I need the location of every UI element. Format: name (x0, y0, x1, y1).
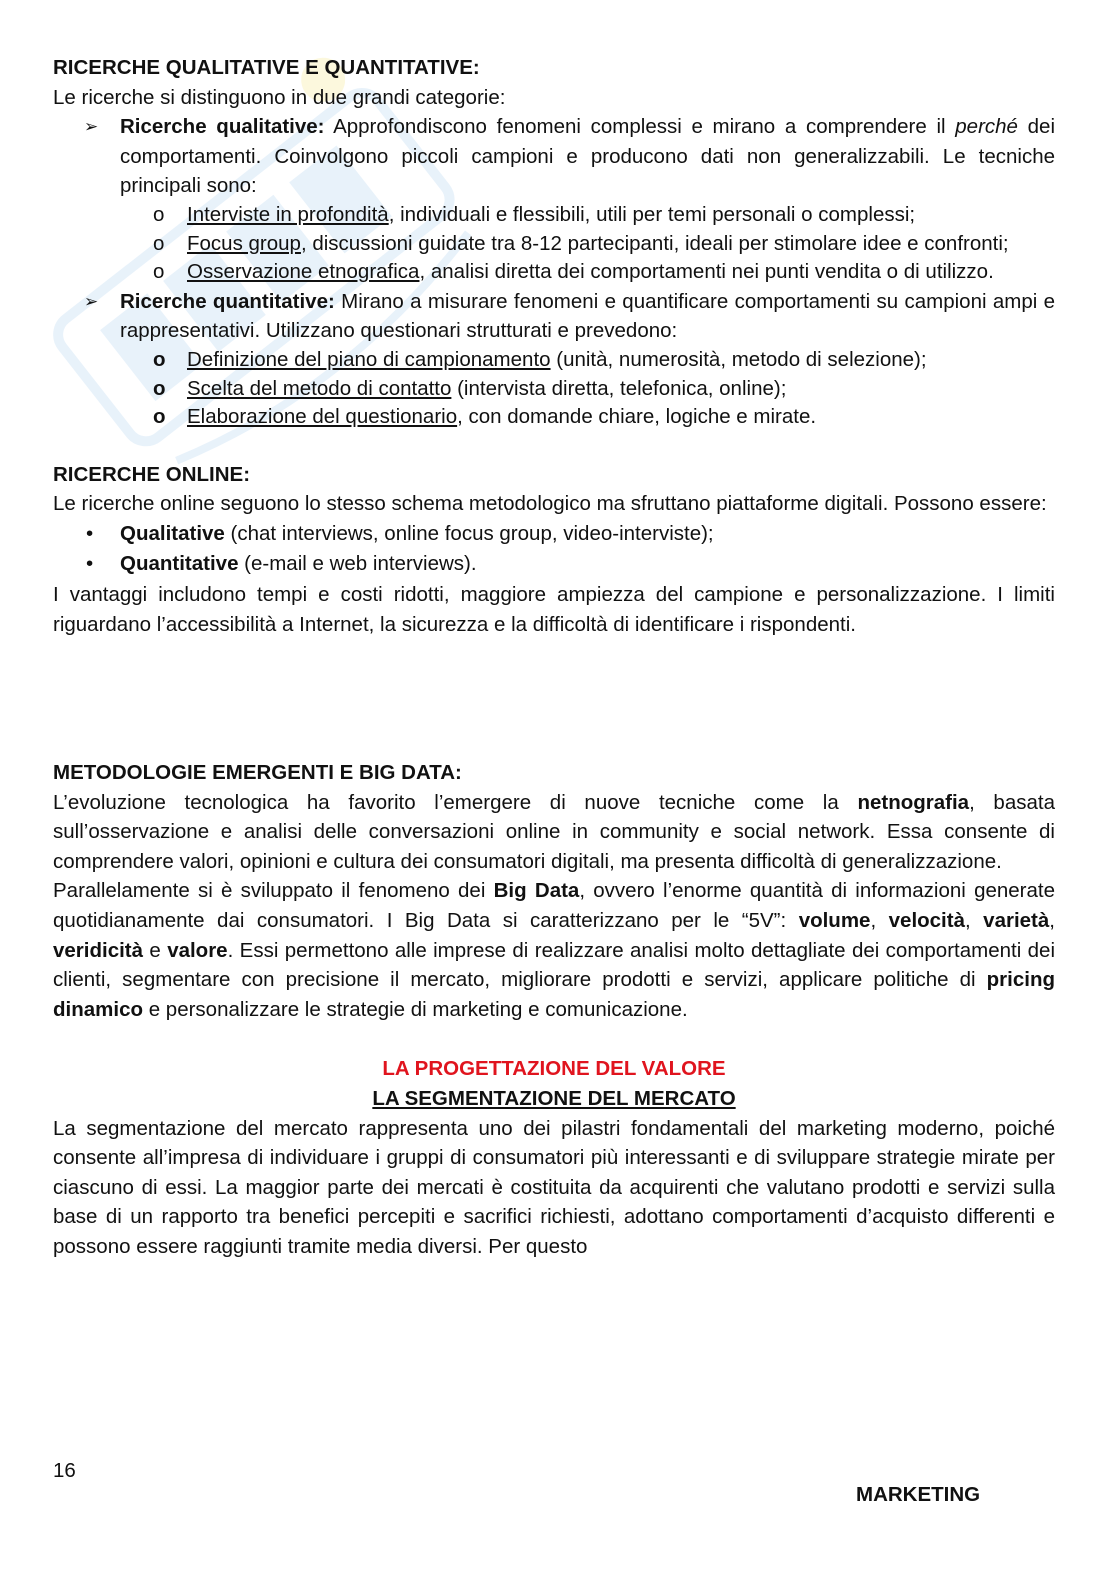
circle-bullet-icon: o (153, 347, 166, 371)
qualitative-techniques-list (53, 201, 1055, 287)
item-emphasis: perché (955, 115, 1018, 139)
footer-title: MARKETING (856, 1483, 981, 1506)
paragraph-segmentazione: La segmentazione del mercato rappresenta uno dei pilastri fondamentali del marketing moderno, poiché consente all’impresa di individuare i gruppi di consumatori più interessanti e di sviluppare strategie mirate per ciascuno di essi. La maggior parte dei mercati è costituita da acquirenti che valutano prodotti e servizi sulla base di un rapporto tra benefici percepiti e sacrifici richiesti, adottano comportamenti d’acquisto differenti e possono essere raggiunti tramite media diversi. Per questo (53, 1116, 1055, 1258)
paragraph-netnografia (53, 788, 1055, 877)
list-item-qualitative (53, 112, 1055, 201)
bold-term: Big Data (493, 879, 580, 903)
page-number: 16 (53, 1459, 76, 1482)
text-run: e (143, 938, 168, 962)
item-link-text: Elaborazione del questionario (187, 405, 458, 429)
circle-bullet-icon: o (153, 202, 165, 226)
section-heading-online: RICERCHE ONLINE: (53, 462, 251, 486)
dot-bullet-icon: • (86, 521, 94, 545)
item-text: , analisi diretta dei comportamenti nei punti vendita o di utilizzo. (419, 260, 994, 284)
text-run: L’evoluzione tecnologica ha favorito l’emergere di nuove tecniche come la (53, 790, 858, 814)
chapter-title: LA PROGETTAZIONE DEL VALORE (382, 1057, 726, 1081)
item-link-text: Scelta del metodo di contatto (187, 376, 452, 400)
text-run: , basata sull’osservazione e analisi delle conversazioni online in community e social network. Essa consente di comprendere valori, opinioni e cultura dei consumatori digitali, ma presenta difficoltà di generalizzazione. (53, 790, 1055, 873)
online-research-list (53, 519, 1055, 580)
circle-bullet-icon: o (153, 231, 165, 255)
list-item-quantitative (53, 287, 1055, 346)
list-item (53, 201, 1055, 230)
list-item (53, 258, 1055, 287)
chapter-subtitle: LA SEGMENTAZIONE DEL MERCATO (372, 1087, 736, 1111)
text-run: . Essi permettono alle imprese di realizzare analisi molto dettagliate dei comportamenti dei clienti, segmentare con precisione il mercato, migliorare prodotti e servizi, applicare politiche di (53, 938, 1055, 992)
item-text: , individuali e flessibili, utili per temi personali o complessi; (388, 202, 916, 226)
circle-bullet-icon: o (153, 376, 166, 400)
paragraph-big-data (53, 876, 1055, 1024)
item-text: , con domande chiare, logiche e mirate. (457, 405, 817, 429)
item-text: dei comportamenti. Coinvolgono piccoli campioni e producono dati non generalizzabili. Le tecniche principali sono: (120, 115, 1055, 198)
item-label: Ricerche quantitative: (120, 289, 335, 313)
item-text: (chat interviews, online focus group, video-interviste); (224, 521, 714, 545)
section-intro: Le ricerche online seguono lo stesso schema metodologico ma sfruttano piattaforme digitali. Possono essere: (53, 492, 1047, 516)
text-run: e personalizzare le strategie di marketing e comunicazione. (143, 997, 688, 1021)
item-text: (intervista diretta, telefonica, online); (451, 376, 787, 400)
dot-bullet-icon: • (86, 552, 94, 576)
item-text: (unità, numerosità, metodo di selezione); (550, 347, 927, 371)
circle-bullet-icon: o (153, 260, 165, 284)
bold-term: netnografia (857, 790, 970, 814)
bold-term: volume (798, 909, 871, 933)
research-types-list (53, 112, 1055, 201)
section-outro: I vantaggi includono tempi e costi ridotti, maggiore ampiezza del campione e personalizzazione. I limiti riguardano l’accessibilità a Internet, la sicurezza e la difficoltà di identificare i rispondenti. (53, 582, 1055, 636)
bold-term: veridicità (53, 938, 144, 962)
item-text: , discussioni guidate tra 8-12 partecipanti, ideali per stimolare idee e confronti; (300, 231, 1009, 255)
arrow-bullet-icon: ➢ (84, 291, 99, 311)
list-item (53, 230, 1055, 259)
item-link-text: Osservazione etnografica (187, 260, 420, 284)
section-heading-ricerche: RICERCHE QUALITATIVE E QUANTITATIVE: (53, 56, 480, 79)
list-item (53, 403, 1055, 432)
item-text: (e-mail e web interviews). (238, 552, 477, 576)
bold-term: pricing dinamico (53, 968, 1055, 1021)
bold-term: velocità (888, 909, 965, 933)
text-run: , (1049, 909, 1055, 933)
list-item (53, 519, 1055, 550)
item-label: Quantitative (120, 552, 239, 576)
item-link-text: Focus group (187, 231, 301, 255)
quantitative-steps-list (53, 346, 1055, 432)
research-types-list (53, 287, 1055, 346)
list-item (53, 375, 1055, 404)
bold-term: valore (167, 938, 228, 962)
text-run: , (965, 909, 984, 933)
section-intro: Le ricerche si distinguono in due grandi categorie: (53, 85, 506, 109)
item-link-text: Definizione del piano di campionamento (187, 347, 551, 371)
page-body (53, 53, 1055, 1262)
list-item (53, 346, 1055, 375)
item-link-text: Interviste in profondità (187, 202, 389, 226)
arrow-bullet-icon: ➢ (84, 117, 99, 137)
text-run: , ovvero l’enorme quantità di informazioni generate quotidianamente dai consumatori. I Big Data si caratterizzano per le “5V”: (53, 879, 1055, 933)
item-text: Approfondiscono fenomeni complessi e mirano a comprendere il (324, 115, 956, 139)
item-label: Ricerche qualitative: (120, 115, 325, 139)
section-heading-big-data: METODOLOGIE EMERGENTI E BIG DATA: (53, 761, 462, 785)
text-run: , (870, 909, 889, 933)
list-item (53, 549, 1055, 580)
text-run: Parallelamente si è sviluppato il fenomeno dei (53, 879, 494, 903)
item-label: Qualitative (120, 521, 225, 545)
item-text: Mirano a misurare fenomeni e quantificare comportamenti su campioni ampi e rappresentativi. Utilizzano questionari strutturati e prevedono: (120, 289, 1056, 343)
circle-bullet-icon: o (153, 405, 166, 429)
bold-term: varietà (983, 909, 1050, 933)
